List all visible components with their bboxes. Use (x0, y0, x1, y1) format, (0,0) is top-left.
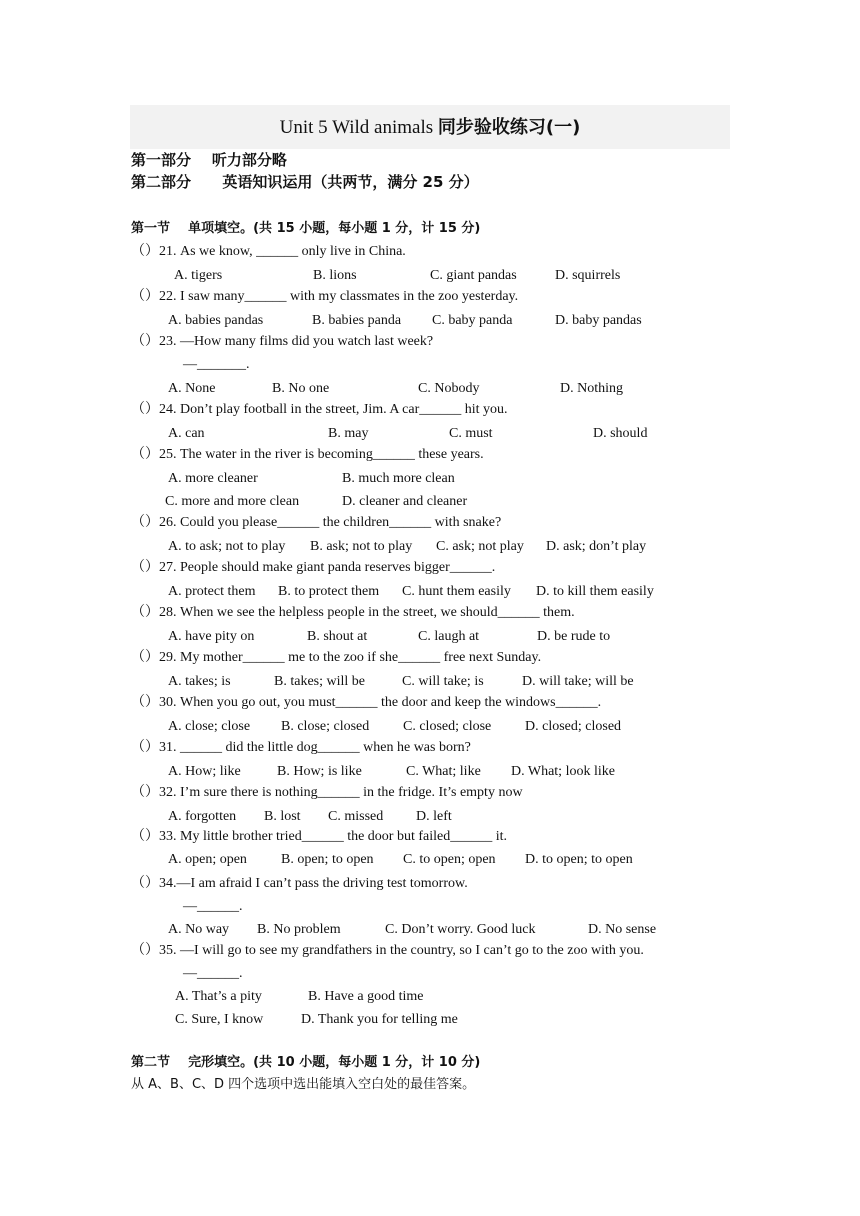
option: A. That’s a pity (175, 989, 262, 1004)
section-one-heading: 第一节 单项填空。(共 15 小题，每小题 1 分，计 15 分) (131, 221, 481, 236)
option: C. Nobody (418, 381, 480, 396)
option: B. No one (272, 381, 330, 396)
title-en: Unit 5 Wild animals (279, 117, 434, 138)
question-stem: （）35. —I will go to see my grandfathers in the country, so I can’t go to the zoo with you. (131, 943, 644, 958)
question-stem: （）29. My mother______ me to the zoo if she______ free next Sunday. (131, 650, 542, 665)
option: B. Have a good time (308, 989, 424, 1004)
question-stem: （）23. —How many films did you watch last week? (131, 334, 434, 349)
question-stem: （）34.—I am afraid I can’t pass the driving test tomorrow. (131, 876, 468, 891)
question-stem: （）28. When we see the helpless people in the street, we should______ them. (131, 605, 575, 620)
answer-blank: —______. (183, 966, 243, 981)
option: D. will take; will be (522, 674, 634, 689)
option: C. giant pandas (430, 268, 517, 283)
option: A. protect them (168, 584, 256, 599)
option: A. babies pandas (168, 313, 264, 328)
question-stem: （）31. ______ did the little dog______ when he was born? (131, 740, 471, 755)
option: C. Sure, I know (175, 1012, 264, 1027)
option: D. Thank you for telling me (301, 1012, 458, 1027)
title-zh: 同步验收练习(一) (437, 117, 581, 138)
option: B. No problem (257, 922, 341, 937)
question-stem: （）24. Don’t play football in the street, Jim. A car______ hit you. (131, 402, 508, 417)
option: A. to ask; not to play (168, 539, 286, 554)
option: D. to open; to open (525, 852, 633, 867)
question-stem: （）32. I’m sure there is nothing______ in the fridge. It’s empty now (131, 785, 523, 800)
option: A. No way (168, 922, 230, 937)
option: A. None (168, 381, 216, 396)
option: C. laugh at (418, 629, 480, 644)
question-stem: （）22. I saw many______ with my classmates in the zoo yesterday. (131, 289, 519, 304)
option: A. How; like (168, 764, 241, 779)
section-two-heading: 第二节 完形填空。(共 10 小题，每小题 1 分，计 10 分) (131, 1055, 481, 1070)
option: A. tigers (174, 268, 223, 283)
option: B. to protect them (278, 584, 380, 599)
question-stem: （）27. People should make giant panda reserves bigger______. (131, 560, 496, 575)
option: C. baby panda (432, 313, 513, 328)
option: A. takes; is (168, 674, 231, 689)
option: D. cleaner and cleaner (342, 494, 468, 509)
section-two-instruction: 从 A、B、C、D 四个选项中选出能填入空白处的最佳答案。 (131, 1077, 476, 1092)
option: B. lost (264, 809, 301, 824)
option: B. close; closed (281, 719, 370, 734)
option: B. How; is like (277, 764, 362, 779)
option: D. baby pandas (555, 313, 642, 328)
question-stem: （）21. As we know, ______ only live in China. (131, 244, 406, 259)
option: B. may (328, 426, 369, 441)
option: C. to open; open (403, 852, 496, 867)
option: B. lions (313, 268, 357, 283)
answer-blank: —_______. (183, 357, 250, 372)
option: A. have pity on (168, 629, 255, 644)
option: A. more cleaner (168, 471, 258, 486)
option: D. to kill them easily (536, 584, 654, 599)
option: A. close; close (168, 719, 251, 734)
page-title (0, 118, 860, 137)
option: C. missed (328, 809, 384, 824)
option: C. must (449, 426, 493, 441)
option: D. should (593, 426, 648, 441)
option: C. Don’t worry. Good luck (385, 922, 536, 937)
question-stem: （）30. When you go out, you must______ the door and keep the windows______. (131, 695, 602, 710)
option: C. closed; close (403, 719, 492, 734)
option: C. more and more clean (165, 494, 300, 509)
part-two-heading: 第二部分 英语知识运用（共两节，满分 25 分） (131, 173, 479, 191)
option: D. ask; don’t play (546, 539, 647, 554)
option: A. forgotten (168, 809, 237, 824)
option: C. ask; not play (436, 539, 524, 554)
option: D. Nothing (560, 381, 623, 396)
question-stem: （）25. The water in the river is becoming______ these years. (131, 447, 484, 462)
question-stem: （）33. My little brother tried______ the door but failed______ it. (131, 829, 507, 844)
option: B. much more clean (342, 471, 455, 486)
option: D. squirrels (555, 268, 621, 283)
option: B. open; to open (281, 852, 374, 867)
option: D. What; look like (511, 764, 615, 779)
option: D. closed; closed (525, 719, 622, 734)
question-stem: （）26. Could you please______ the children______ with snake? (131, 515, 502, 530)
part-one-heading: 第一部分 听力部分略 (131, 151, 287, 169)
option: A. open; open (168, 852, 247, 867)
option: B. shout at (307, 629, 368, 644)
option: D. No sense (588, 922, 657, 937)
option: B. takes; will be (274, 674, 365, 689)
option: A. can (168, 426, 205, 441)
option: C. hunt them easily (402, 584, 511, 599)
option: D. left (416, 809, 452, 824)
option: D. be rude to (537, 629, 611, 644)
option: B. ask; not to play (310, 539, 413, 554)
option: C. will take; is (402, 674, 484, 689)
option: B. babies panda (312, 313, 402, 328)
answer-blank: —______. (183, 899, 243, 914)
option: C. What; like (406, 764, 481, 779)
